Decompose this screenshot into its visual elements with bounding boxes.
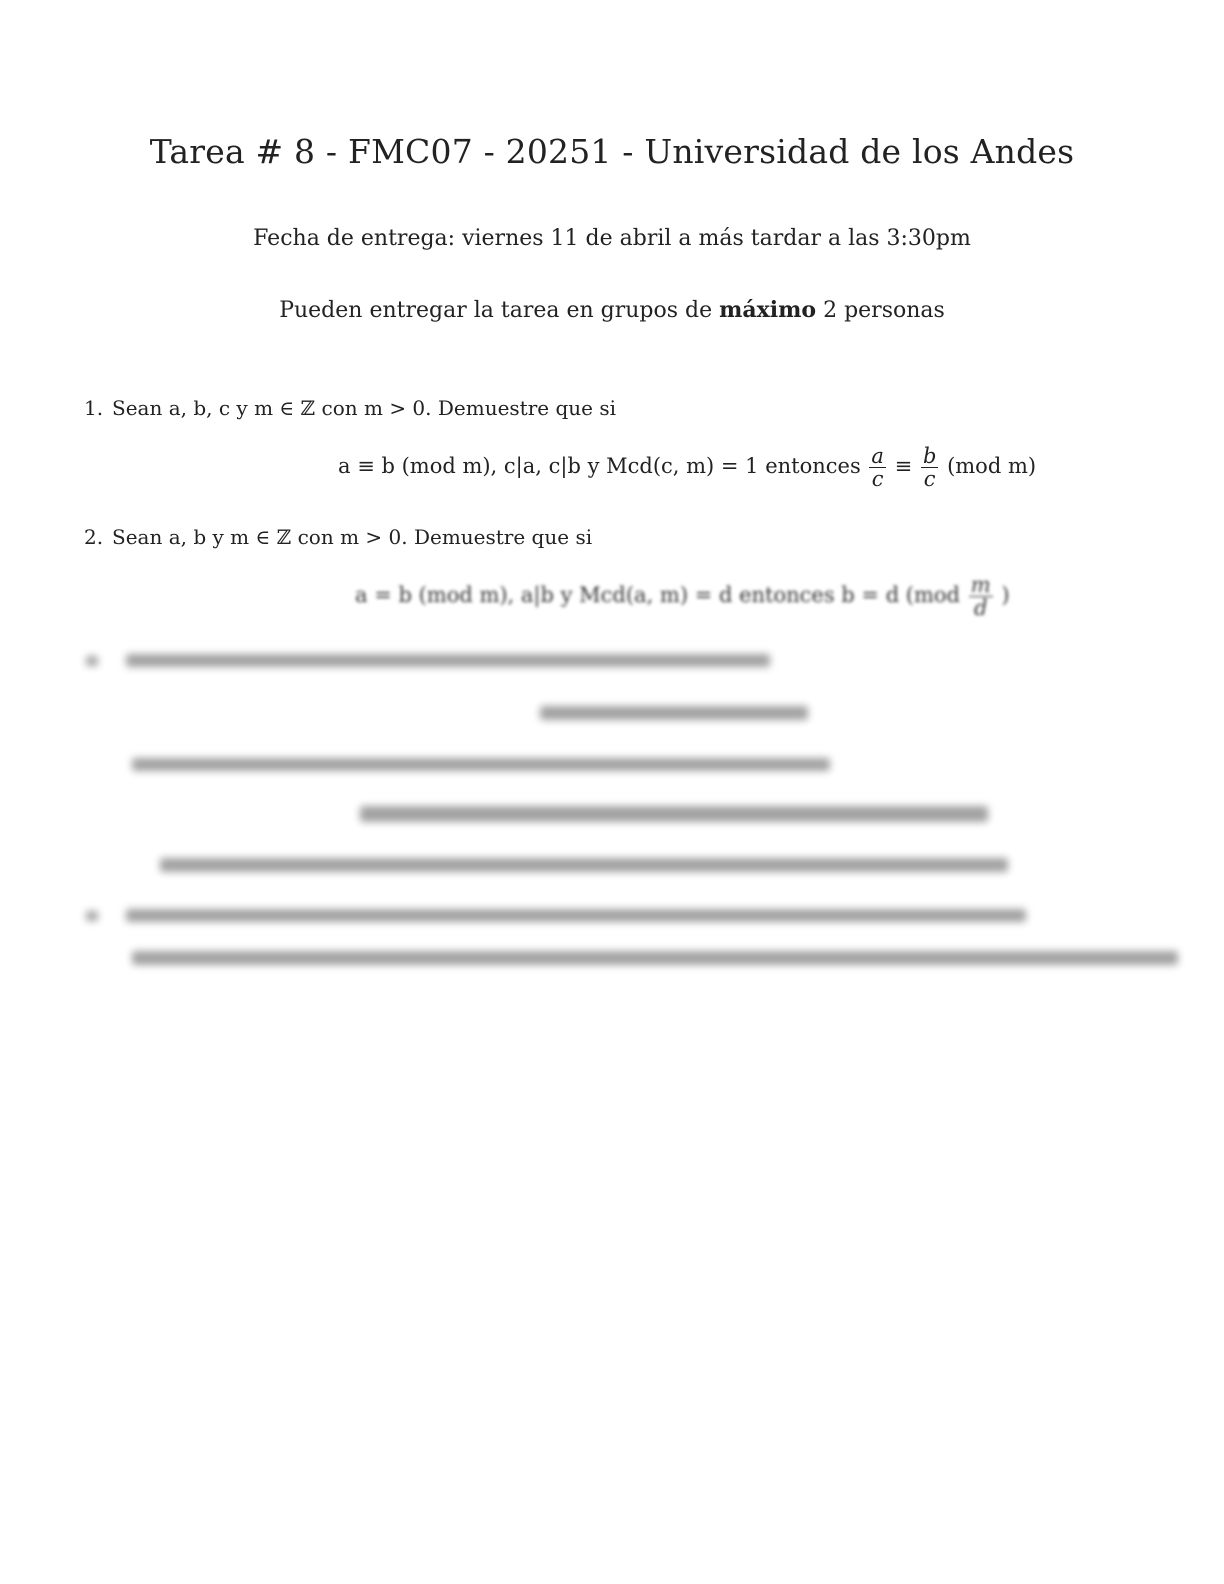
redacted-text-line bbox=[132, 951, 1178, 965]
problem-2-statement: Sean a, b y m ∈ ℤ con m > 0. Demuestre que si bbox=[112, 525, 593, 549]
frac-denominator: c bbox=[923, 467, 936, 492]
frac-numerator: a bbox=[871, 444, 884, 468]
redacted-text-line bbox=[360, 806, 988, 822]
frac-denominator: d bbox=[973, 596, 988, 621]
equiv-symbol: ≡ bbox=[894, 454, 913, 479]
deadline-text: Fecha de entrega: viernes 11 de abril a más tardar a las 3:30pm bbox=[253, 226, 971, 251]
problem-1-eq-right: (mod m) bbox=[947, 454, 1037, 479]
problem-1-statement: Sean a, b, c y m ∈ ℤ con m > 0. Demuestre que si bbox=[112, 396, 617, 420]
group-note-after: 2 personas bbox=[816, 298, 945, 323]
problem-1-frac-b-over-c bbox=[921, 445, 938, 490]
redacted-text-line bbox=[160, 858, 1008, 872]
problem-1-number: 1. bbox=[84, 396, 104, 420]
problem-2-eq-right: ) bbox=[1001, 583, 1010, 608]
problem-2-eq-left: a = b (mod m), a|b y Mcd(a, m) = d entonces b = d (mod bbox=[355, 583, 961, 608]
redacted-text-line bbox=[132, 758, 830, 771]
redacted-item-number bbox=[86, 656, 98, 666]
frac-denominator: c bbox=[871, 467, 884, 492]
page-title: Tarea # 8 - FMC07 - 20251 - Universidad de los Andes bbox=[149, 132, 1075, 171]
group-size-note bbox=[0, 297, 1224, 323]
frac-numerator: m bbox=[970, 573, 991, 597]
redacted-item-number bbox=[86, 911, 98, 921]
problem-2-number: 2. bbox=[84, 525, 104, 549]
group-note-bold: máximo bbox=[719, 297, 817, 323]
problem-1-eq-left: a ≡ b (mod m), c|a, c|b y Mcd(c, m) = 1 entonces bbox=[338, 454, 861, 479]
redacted-text-line bbox=[540, 706, 808, 720]
problem-1-equation bbox=[338, 445, 1036, 490]
problem-2-frac-m-over-d bbox=[969, 574, 993, 619]
redacted-text-line bbox=[126, 654, 770, 667]
group-note-before: Pueden entregar la tarea en grupos de bbox=[279, 298, 720, 323]
problem-2-equation bbox=[355, 574, 1010, 619]
problem-1-frac-a-over-c bbox=[869, 445, 886, 490]
redacted-text-line bbox=[126, 909, 1026, 922]
frac-numerator: b bbox=[922, 444, 937, 468]
